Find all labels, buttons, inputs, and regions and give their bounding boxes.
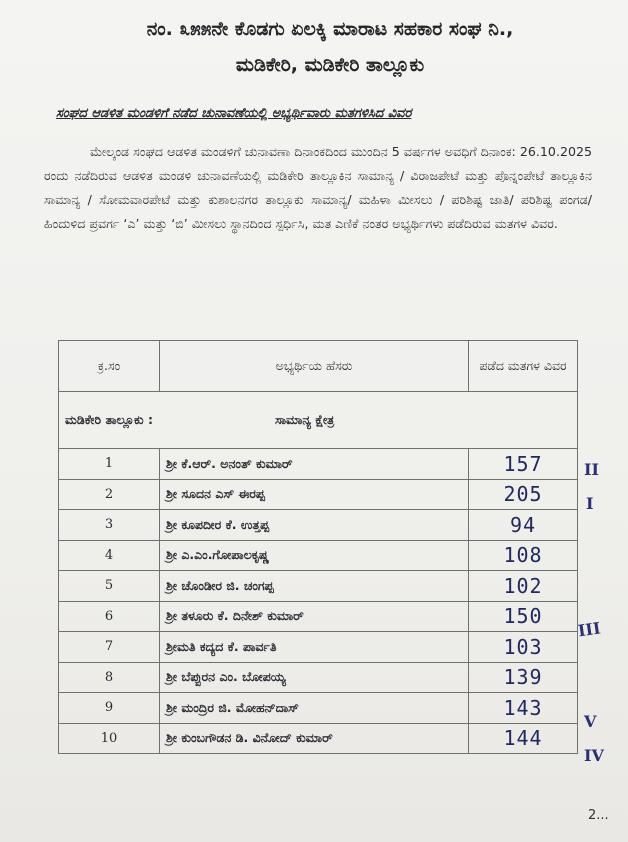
row-votes: 143 bbox=[469, 693, 578, 724]
row-votes: 102 bbox=[469, 571, 578, 602]
table-header-row bbox=[59, 341, 578, 392]
society-location: ಮಡಿಕೇರಿ, ಮಡಿಕೇರಿ ತಾಲ್ಲೂಕು bbox=[235, 54, 425, 76]
row-votes: 157 bbox=[469, 449, 578, 480]
margin-rank-mark: V bbox=[584, 712, 597, 731]
header-votes: ಪಡೆದ ಮತಗಳ ವಿವರ bbox=[469, 341, 578, 392]
row-candidate-name: ಶ್ರೀ ಚೊಂಡೀರ ಜಿ. ಚಂಗಪ್ಪ bbox=[160, 571, 469, 602]
row-candidate-name: ಶ್ರೀ ತಳೂರು ಕೆ. ದಿನೇಶ್ ಕುಮಾರ್ bbox=[160, 601, 469, 632]
intro-paragraph-text: ಮೇಲ್ಕಂಡ ಸಂಘದ ಆಡಳಿತ ಮಂಡಳಿಗೆ ಚುನಾವಣಾ ದಿನಾಂಕದಿಂದ ಮುಂದಿನ 5 ವರ್ಷಗಳ ಅವಧಿಗೆ ದಿನಾಂಕ: 26.10.2025 ರಂದು ನಡೆದಿರುವ ಆಡಳಿತ ಮಂಡಳಿ ಚುನಾವಣೆಯಲ್ಲಿ ಮಡಿಕೇರಿ ತಾಲ್ಲೂಕಿನ ಸಾಮಾನ್ಯ / ವಿರಾಜಪೇಟೆ ಮತ್ತು ಪೊನ್ನಂಪೇಟೆ ತಾಲ್ಲೂಕಿನ ಸಾಮಾನ್ಯ / ಸೋಮವಾರಪೇಟೆ ಮತ್ತು ಕುಶಾಲನಗರ ತಾಲ್ಲೂಕು ಸಾಮಾನ್ಯ/ ಮಹಿಳಾ ಮೀಸಲು / ಪರಿಶಿಷ್ಟ ಜಾತಿ/ ಪರಿಶಿಷ್ಟ ಪಂಗಡ/ ಹಿಂದುಳಿದ ಪ್ರವರ್ಗ ‘ಎ’ ಮತ್ತು ‘ಬಿ’ ಮೀಸಲು ಸ್ಥಾನದಿಂದ ಸ್ಪರ್ಧಿಸಿ, ಮತ ಎಣಿಕೆ ನಂತರ ಅಭ್ಯರ್ಥಿಗಳು ಪಡೆದಿರುವ ಮತಗಳ ವಿವರ. bbox=[44, 144, 592, 231]
votes-table bbox=[58, 340, 578, 754]
table-row bbox=[59, 601, 578, 632]
row-candidate-name: ಶ್ರೀಮತಿ ಕದ್ಯದ ಕೆ. ಪಾರ್ವತಿ bbox=[160, 632, 469, 663]
row-votes: 144 bbox=[469, 723, 578, 754]
header-candidate-name: ಅಭ್ಯರ್ಥಿಯ ಹೆಸರು bbox=[160, 341, 469, 392]
row-serial-no: 6 bbox=[59, 601, 160, 632]
row-votes: 108 bbox=[469, 540, 578, 571]
section-taluk: ಮಡಿಕೇರಿ ತಾಲ್ಲೂಕು : bbox=[65, 412, 153, 427]
row-serial-no: 8 bbox=[59, 662, 160, 693]
margin-rank-mark: II bbox=[584, 460, 599, 479]
row-votes: 205 bbox=[469, 479, 578, 510]
row-serial-no: 10 bbox=[59, 723, 160, 754]
header-serial-no: ಕ್ರ.ಸಂ bbox=[59, 341, 160, 392]
section-cell bbox=[59, 392, 578, 449]
table-row bbox=[59, 662, 578, 693]
section-row bbox=[59, 392, 578, 449]
row-serial-no: 3 bbox=[59, 510, 160, 541]
row-serial-no: 2 bbox=[59, 479, 160, 510]
table-row bbox=[59, 540, 578, 571]
table-row bbox=[59, 723, 578, 754]
section-category: ಸಾಮಾನ್ಯ ಕ್ಷೇತ್ರ bbox=[275, 412, 335, 427]
margin-rank-mark: III bbox=[576, 618, 602, 641]
table-row bbox=[59, 510, 578, 541]
row-candidate-name: ಶ್ರೀ ಕೆ.ಆರ್. ಅನಂತ್ ಕುಮಾರ್ bbox=[160, 449, 469, 480]
table-row bbox=[59, 571, 578, 602]
table-row bbox=[59, 479, 578, 510]
row-serial-no: 9 bbox=[59, 693, 160, 724]
row-candidate-name: ಶ್ರೀ ಬೆಪ್ಪುರನ ಎಂ. ಬೋಪಯ್ಯ bbox=[160, 662, 469, 693]
table-row bbox=[59, 449, 578, 480]
row-candidate-name: ಶ್ರೀ ಸೂದನ ಎಸ್ ಈರಪ್ಪ bbox=[160, 479, 469, 510]
margin-rank-mark: IV bbox=[584, 746, 604, 765]
table-row bbox=[59, 693, 578, 724]
table-row bbox=[59, 632, 578, 663]
row-votes: 139 bbox=[469, 662, 578, 693]
intro-paragraph bbox=[44, 140, 592, 236]
page-continuation: 2... bbox=[588, 808, 609, 823]
row-serial-no: 1 bbox=[59, 449, 160, 480]
row-candidate-name: ಶ್ರೀ ಮಂದ್ರಿರ ಜಿ. ಮೋಹನ್‌ದಾಸ್ bbox=[160, 693, 469, 724]
row-votes: 94 bbox=[469, 510, 578, 541]
row-candidate-name: ಶ್ರೀ ಎ.ಎಂ.ಗೋಪಾಲಕೃಷ್ಣ bbox=[160, 540, 469, 571]
row-serial-no: 5 bbox=[59, 571, 160, 602]
row-serial-no: 7 bbox=[59, 632, 160, 663]
row-serial-no: 4 bbox=[59, 540, 160, 571]
document-subheading: ಸಂಘದ ಆಡಳಿತ ಮಂಡಳಿಗೆ ನಡೆದ ಚುನಾವಣೆಯಲ್ಲಿ ಅಭ್ಯರ್ಥಿವಾರು ಮತಗಳಿಸಿದ ವಿವರ bbox=[56, 106, 412, 121]
society-name: ನಂ. ೩೫೫ನೇ ಕೊಡಗು ಏಲಕ್ಕಿ ಮಾರಾಟ ಸಹಕಾರ ಸಂಘ ನಿ., bbox=[146, 18, 514, 40]
margin-rank-mark: I bbox=[586, 494, 594, 513]
row-candidate-name: ಶ್ರೀ ಕುಂಬಗೌಡನ ಡಿ. ವಿನೋದ್ ಕುಮಾರ್ bbox=[160, 723, 469, 754]
row-votes: 103 bbox=[469, 632, 578, 663]
row-votes: 150 bbox=[469, 601, 578, 632]
row-candidate-name: ಶ್ರೀ ಕೂಪದೀರ ಕೆ. ಉತ್ತಪ್ಪ bbox=[160, 510, 469, 541]
